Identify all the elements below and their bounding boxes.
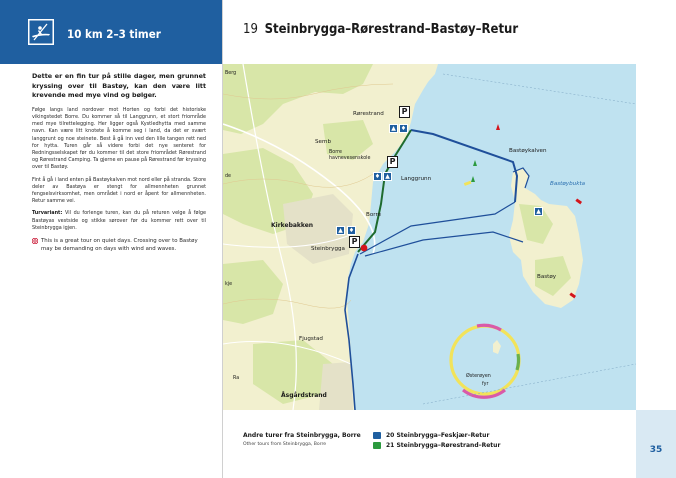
parking-icon: P bbox=[349, 236, 360, 248]
tour-link-21[interactable] bbox=[373, 442, 500, 449]
page-tab bbox=[636, 410, 676, 478]
info-header bbox=[0, 0, 222, 64]
map-label-bastoybukta: Bastøybukta bbox=[550, 181, 586, 187]
map-label-bastoy: Bastøy bbox=[537, 274, 557, 280]
map-label-bastoykalven: Bastøykalven bbox=[509, 148, 547, 154]
map-label-fyr: fyr bbox=[482, 382, 489, 387]
route-map[interactable] bbox=[223, 64, 636, 410]
parking-icon: P bbox=[399, 106, 410, 118]
route-title bbox=[243, 22, 518, 37]
map-label-ra: Ra bbox=[233, 376, 240, 381]
toilet-icon: ♦ bbox=[374, 173, 381, 180]
landing-paragraph: Fint å gå i land enten på Bastøykalven mot nord eller på stranda. Store deler av Bastøya er stengt for allmennheten grunnet fengselsvirksomhet, men området i nord er åpent for allmennheten. Retur samme vei. bbox=[32, 176, 206, 205]
other-tours-subtitle: Other tours from Steinbrygga, Borre bbox=[243, 442, 327, 447]
route-header bbox=[223, 0, 676, 64]
kayak-icon bbox=[28, 19, 54, 45]
variant-paragraph bbox=[32, 210, 206, 232]
route-number: 19 bbox=[243, 22, 258, 37]
variant-text: Vil du forlenge turen, kan du på returen velge å følge Bastøyas vestside og stikke sørover før du kommer rett over til Steinbrygga igjen. bbox=[32, 210, 206, 231]
route-description bbox=[0, 64, 222, 478]
map-label-langgrunn: Langgrunn bbox=[401, 176, 432, 182]
variant-label: Turvariant: bbox=[32, 210, 63, 217]
route-name: Steinbrygga–Rørestrand–Bastøy–Retur bbox=[264, 22, 519, 37]
map-label-berg: Berg bbox=[225, 71, 237, 76]
tour-link-label: 21 Steinbrygga–Rørestrand–Retur bbox=[386, 442, 501, 449]
kayak-icon bbox=[373, 442, 381, 449]
english-summary bbox=[32, 237, 206, 253]
intro-text: Dette er en fin tur på stille dager, men grunnet kryssing over til Bastøy, kan den være litt krevende med mye vind og bølger. bbox=[32, 72, 206, 100]
map-label-de: de bbox=[225, 174, 231, 179]
tour-link-label: 20 Steinbrygga–Feskjær–Retur bbox=[386, 432, 490, 439]
english-summary-text: This is a great tour on quiet days. Crossing over to Bastøy may be demanding on days with wind and waves. bbox=[41, 238, 198, 253]
toilet-icon: ♦ bbox=[348, 227, 355, 234]
map-canvas bbox=[223, 64, 636, 410]
map-label-steinbrygga: Steinbrygga bbox=[311, 246, 345, 252]
shelter-icon: ▲ bbox=[534, 207, 543, 216]
campsite-icon: ▲ bbox=[336, 226, 345, 235]
shelter-icon: ▲ bbox=[383, 172, 392, 181]
distance-duration: 10 km 2–3 timer bbox=[67, 27, 161, 41]
map-label-borre-havn: Borre havnevesenskole bbox=[329, 150, 371, 161]
map-label-fjugstad: Fjugstad bbox=[299, 336, 323, 342]
toilet-icon: ♦ bbox=[400, 125, 407, 132]
map-label-osteroyen: Østerøyen bbox=[466, 374, 491, 379]
map-label-semb: Semb bbox=[315, 139, 331, 145]
uk-flag-icon bbox=[32, 238, 38, 244]
parking-icon: P bbox=[387, 156, 398, 168]
kayak-icon bbox=[373, 432, 381, 439]
map-label-kje: kje bbox=[225, 282, 233, 287]
map-label-asgardstrand: Åsgårdstrand bbox=[281, 392, 327, 399]
map-label-kirkebakken: Kirkebakken bbox=[271, 222, 314, 229]
map-label-borre: Borre bbox=[366, 212, 382, 218]
description-paragraph: Følge langs land nordover mot Horten og forbi det historiske vikingstedet Borre. Du kommer så til Langgrunn, et stort friområde med mye tilrettelegging. Her ligger også Kystledhytta med samme navn. Kan være litt knotete å komme seg i land, da det er svært langgrunt og noe steinete. Best å gå inn ved den lille tangen rett ned for hytta. Turen går så videre forbi det nye senteret for Redningsselskapet før du kommer til det store friområdet Rørestrand og Rørestrand Camping. Ta gjerne en pause på Rørestrand før kryssing over til Bastøy. bbox=[32, 106, 206, 171]
other-tours-footer bbox=[223, 410, 636, 478]
campsite-icon: ▲ bbox=[389, 124, 398, 133]
page-number: 35 bbox=[649, 445, 663, 455]
other-tours-title: Andre turer fra Steinbrygga, Borre bbox=[243, 432, 361, 439]
map-label-rorestrand: Rørestrand bbox=[353, 111, 384, 117]
tour-link-20[interactable] bbox=[373, 432, 489, 439]
